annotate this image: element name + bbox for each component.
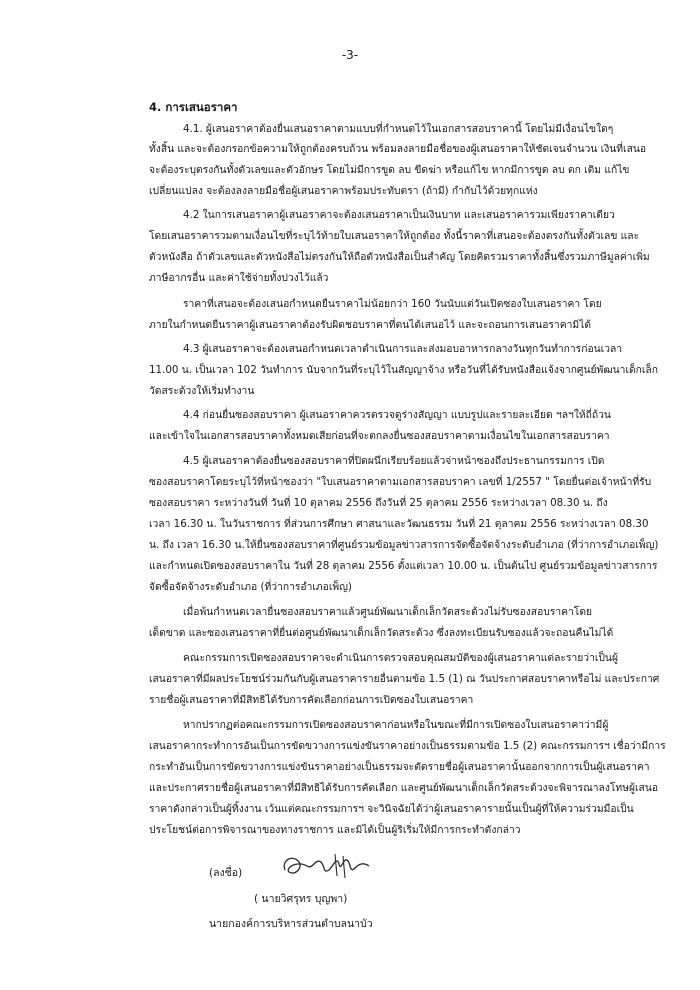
body-line: จะต้องระบุตรงกันทั้งตัวเลขและตัวอักษร โดยไม่มีการขูด ลบ ขีดฆ่า หรือแก้ไข หากมีการขูด ลบ ตก เติม แก้ไข [149, 164, 630, 176]
body-line: 4.1. ผู้เสนอราคาต้องยื่นเสนอราคาตามแบบที่กำหนดไว้ในเอกสารสอบราคานี้ โดยไม่มีเงื่อนไขใดๆ [183, 123, 614, 135]
body-line: กระทำอันเป็นการขัดขวางการแข่งขันราคาอย่างเป็นธรรมจะตัดรายชื่อผู้เสนอราคานั้นออกจากการเป็นผู้เสนอราคา [149, 761, 650, 773]
body-line: ทั้งสิ้น และจะต้องกรอกข้อความให้ถูกต้องครบถ้วน พร้อมลงลายมือชื่อของผู้เสนอราคาให้ชัดเจนจำนวน เงินที่เสนอ [149, 143, 647, 155]
signatory-name: ( นายวิศรุทร บุญพา) [254, 893, 348, 905]
body-line: ซองสอบราคา ระหว่างวันที่ วันที่ 10 ตุลาคม 2556 ถึงวันที่ 25 ตุลาคม 2556 ระหว่างเวลา 08.30 น. ถึง [149, 497, 608, 509]
body-line: 4.4 ก่อนยื่นซองสอบราคา ผู้เสนอราคาควรตรวจดูร่างสัญญา แบบรูปและรายละเอียด ฯลฯให้ถี่ถ้วน [183, 409, 611, 421]
section-title: 4. การเสนอราคา [149, 100, 238, 114]
body-line: หากปรากฏต่อคณะกรรมการเปิดซองสอบราคาก่อนหรือในขณะที่มีการเปิดซองใบเสนอราคาว่ามีผู้ [183, 719, 609, 731]
body-line: ตัวหนังสือ ถ้าตัวเลขและตัวหนังสือไม่ตรงกันให้ถือตัวหนังสือเป็นสำคัญ โดยคิดรวมราคาทั้งสิ้นซึ่งรวมภาษีมูลค่าเพิ่ม [149, 251, 650, 263]
body-line: รายชื่อผู้เสนอราคาที่มีสิทธิได้รับการคัดเลือกก่อนการเปิดซองใบเสนอราคา [149, 694, 474, 706]
signature-label: (ลงชื่อ) [209, 867, 243, 879]
body-line: เปลี่ยนแปลง จะต้องลงลายมือชื่อผู้เสนอราคาพร้อมประทับตรา (ถ้ามี) กำกับไว้ด้วยทุกแห่ง [149, 185, 538, 197]
body-line: เมื่อพ้นกำหนดเวลายื่นซองสอบราคาแล้วศูนย์พัฒนาเด็กเล็กวัดสระด้วงไม่รับซองสอบราคาโดย [183, 606, 593, 618]
signatory-position: นายกองค์การบริหารส่วนตำบลนาบัว [209, 918, 373, 930]
body-line: ราคาดังกล่าวเป็นผู้ทิ้งงาน เว้นแต่คณะกรรมการฯ จะวินิจฉัยได้ว่าผู้เสนอราคารายนั้นเป็นผู้ที่ให้ความร่วมมือเป็น [149, 803, 634, 815]
body-line: ภาษีอากรอื่น และค่าใช้จ่ายทั้งปวงไว้แล้ว [149, 272, 329, 284]
body-line: และกำหนดเปิดซองสอบราคาใน วันที่ 28 ตุลาคม 2556 ตั้งแต่เวลา 10.00 น. เป็นต้นไป ศูนย์รวมข้อมูลข่าวสารการ [149, 560, 658, 572]
body-line: และประกาศรายชื่อผู้เสนอราคาที่มีสิทธิได้รับการคัดเลือก และศูนย์พัฒนาเด็กเล็กวัดสระด้วงจะพิจารณาลงโทษผู้เสนอ [149, 782, 659, 794]
body-line: 4.2 ในการเสนอราคาผู้เสนอราคาจะต้องเสนอราคาเป็นเงินบาท และเสนอราคารวมเพียงราคาเดียว [183, 209, 615, 221]
body-line: วัดสระด้วงให้เริ่มทำงาน [149, 385, 255, 397]
body-line: ซองสอบราคาโดยระบุไว้ที่หน้าซองว่า "ใบเสนอราคาตามเอกสารสอบราคา เลขที่ 1/2557 " โดยยื่นต่อเจ้าหน้าที่รับ [149, 476, 652, 488]
body-line: โดยเสนอราคารวมตามเงื่อนไขที่ระบุไว้ท้ายใบเสนอราคาให้ถูกต้อง ทั้งนี้ราคาที่เสนอจะต้องตรงกันทั้งตัวเลข และ [149, 230, 640, 242]
body-line: เด็ดขาด และซองเสนอราคาที่ยื่นต่อศูนย์พัฒนาเด็กเล็กวัดสระด้วง ซึ่งลงทะเบียนรับซองแล้วจะถอนคืนไม่ได้ [149, 627, 614, 639]
body-line: จัดซื้อจัดจ้างระดับอำเภอ (ที่ว่าการอำเภอเพ็ญ) [149, 581, 352, 593]
body-line: ราคาที่เสนอจะต้องเสนอกำหนดยืนราคาไม่น้อยกว่า 160 วันนับแต่วันเปิดซองใบเสนอราคา โดย [183, 298, 602, 310]
body-line: 4.5 ผู้เสนอราคาต้องยื่นซองสอบราคาที่ปิดผนึกเรียบร้อยแล้วจ่าหน้าซองถึงประธานกรรมการ เปิด [183, 455, 605, 467]
body-line: 11.00 น. เป็นเวลา 102 วันทำการ นับจากวันที่ระบุไว้ในสัญญาจ้าง หรือวันที่ได้รับหนังสือแจ้งจากศูนย์พัฒนาเด็กเล็ก [149, 364, 658, 376]
body-line: 4.3 ผู้เสนอราคาจะต้องเสนอกำหนดเวลาดำเนินการและส่งมอบอาหารกลางวันทุกวันทำการก่อนเวลา [183, 343, 623, 355]
signature-image [277, 848, 377, 884]
page-number: -3- [341, 48, 359, 62]
body-line: และเข้าใจในเอกสารสอบราคาทั้งหมดเสียก่อนที่จะตกลงยื่นซองสอบราคาตามเงื่อนไขในเอกสารสอบราคา [149, 430, 610, 442]
body-line: เสนอราคากระทำการอันเป็นการขัดขวางการแข่งขันราคาอย่างเป็นธรรมตามข้อ 1.5 (2) คณะกรรมการฯ เชื่อว่ามีการ [149, 740, 666, 752]
body-line: น. ถึง เวลา 16.30 น.ให้ยื่นซองสอบราคาที่ศูนย์รวมข้อมูลข่าวสารการจัดซื้อจัดจ้างระดับอำเภอ (ที่ว่าการอำเภอเพ็ญ) [149, 539, 659, 551]
body-line: ประโยชน์ต่อการพิจารณาของทางราชการ และมิได้เป็นผู้ริเริ่มให้มีการกระทำดังกล่าว [149, 824, 521, 836]
body-line: เวลา 16.30 น. ในวันราชการ ที่ส่วนการศึกษา ศาสนาและวัฒนธรรม วันที่ 21 ตุลาคม 2556 ระหว่างเวลา 08.30 [149, 518, 649, 530]
body-line: ภายในกำหนดยืนราคาผู้เสนอราคาต้องรับผิดชอบราคาที่ตนได้เสนอไว้ และจะถอนการเสนอราคามิได้ [149, 319, 592, 331]
body-line: เสนอราคาที่มีผลประโยชน์ร่วมกันกับผู้เสนอราคารายอื่นตามข้อ 1.5 (1) ณ วันประกาศสอบราคาหรือไม่ และประกาศ [149, 673, 660, 685]
body-line: คณะกรรมการเปิดซองสอบราคาจะดำเนินการตรวจสอบคุณสมบัติของผู้เสนอราคาแต่ละรายว่าเป็นผู้ [183, 652, 618, 664]
